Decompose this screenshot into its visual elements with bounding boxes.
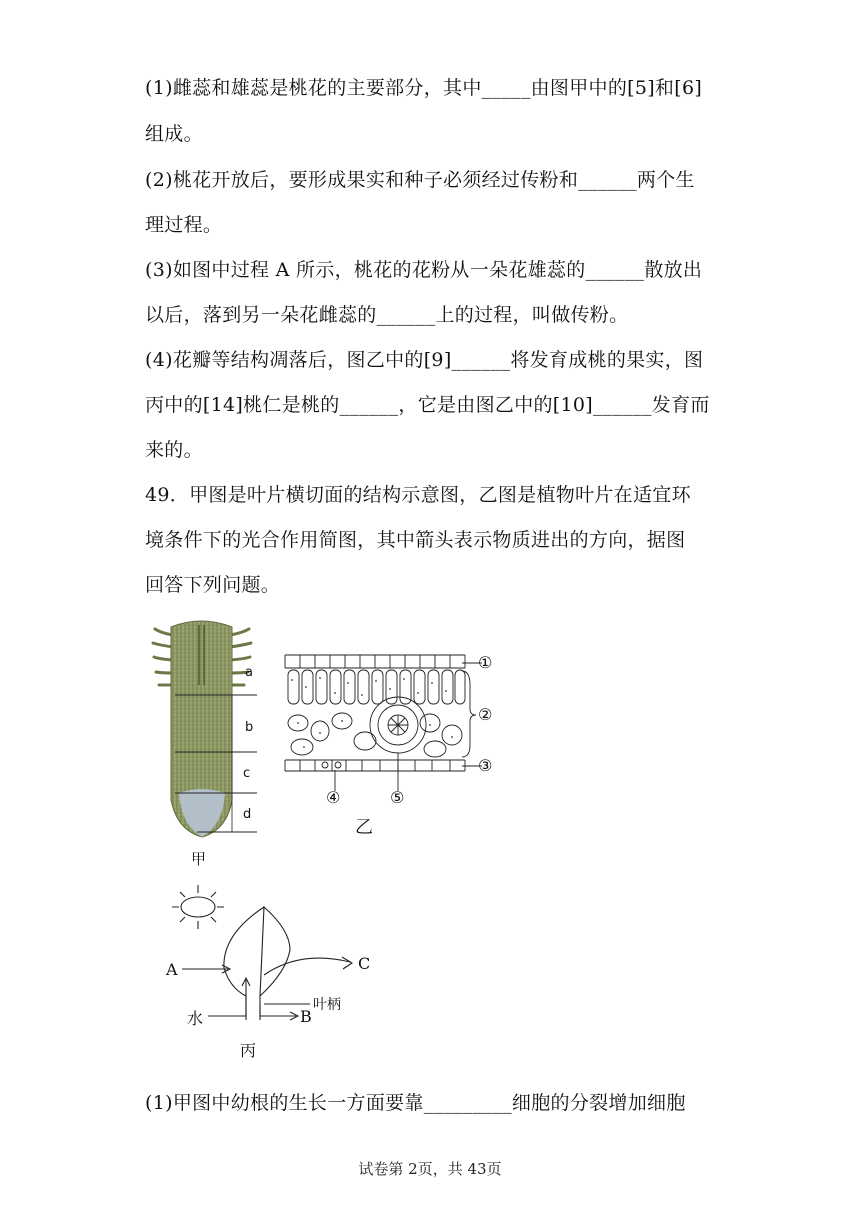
text-line-4: 理过程。 bbox=[145, 214, 223, 236]
subquestion-1-line: (1)甲图中幼根的生长一方面要靠_________细胞的分裂增加细胞 bbox=[145, 1092, 686, 1114]
marker-1: ① bbox=[478, 653, 493, 672]
figure-jia-caption: 甲 bbox=[191, 850, 207, 868]
question-49-line-3: 回答下列问题。 bbox=[145, 574, 281, 596]
leaf-section-drawing bbox=[280, 645, 505, 805]
page-footer: 试卷第 2页，共 43页 bbox=[358, 1160, 502, 1178]
sun-icon bbox=[181, 897, 215, 917]
question-49-line-2: 境条件下的光合作用简图，其中箭头表示物质进出的方向，据图 bbox=[145, 529, 686, 551]
label-water: 水 bbox=[187, 1009, 204, 1028]
text-line-2: 组成。 bbox=[145, 123, 203, 145]
text-line-1: (1)雌蕊和雄蕊是桃花的主要部分，其中_____由图甲中的[5]和[6] bbox=[145, 77, 703, 99]
text-line-7: (4)花瓣等结构凋落后，图乙中的[9]______将发育成桃的果实，图 bbox=[145, 349, 704, 371]
label-b: B bbox=[300, 1007, 312, 1026]
text-line-6: 以后，落到另一朵花雌蕊的______上的过程，叫做传粉。 bbox=[145, 304, 629, 326]
text-line-8: 丙中的[14]桃仁是桃的______，它是由图乙中的[10]______发育而 bbox=[145, 394, 710, 416]
figure-jia-root-tip bbox=[145, 615, 270, 870]
marker-2: ② bbox=[478, 705, 493, 724]
question-49-line-1: 49．甲图是叶片横切面的结构示意图，乙图是植物叶片在适宜环 bbox=[145, 484, 691, 506]
zone-label-a: a bbox=[245, 665, 253, 680]
marker-4: ④ bbox=[326, 788, 341, 807]
text-line-5: (3)如图中过程 A 所示，桃花的花粉从一朵花雄蕊的______散放出 bbox=[145, 259, 703, 281]
marker-5: ⑤ bbox=[390, 788, 405, 807]
text-line-9: 来的。 bbox=[145, 439, 203, 461]
figure-yi-caption: 乙 bbox=[355, 817, 373, 838]
label-petiole: 叶柄 bbox=[313, 997, 341, 1013]
zone-label-b: b bbox=[245, 720, 254, 735]
text-line-3: (2)桃花开放后，要形成果实和种子必须经过传粉和______两个生 bbox=[145, 169, 695, 191]
marker-3: ③ bbox=[478, 756, 493, 775]
figure-bing-caption: 丙 bbox=[240, 1041, 257, 1060]
label-a: A bbox=[166, 960, 178, 979]
zone-label-c: c bbox=[243, 766, 251, 781]
zone-label-d: d bbox=[243, 807, 252, 822]
figure-bing-photosynthesis bbox=[160, 880, 390, 1065]
label-c: C bbox=[358, 954, 371, 973]
figure-yi-leaf-section bbox=[280, 645, 505, 838]
